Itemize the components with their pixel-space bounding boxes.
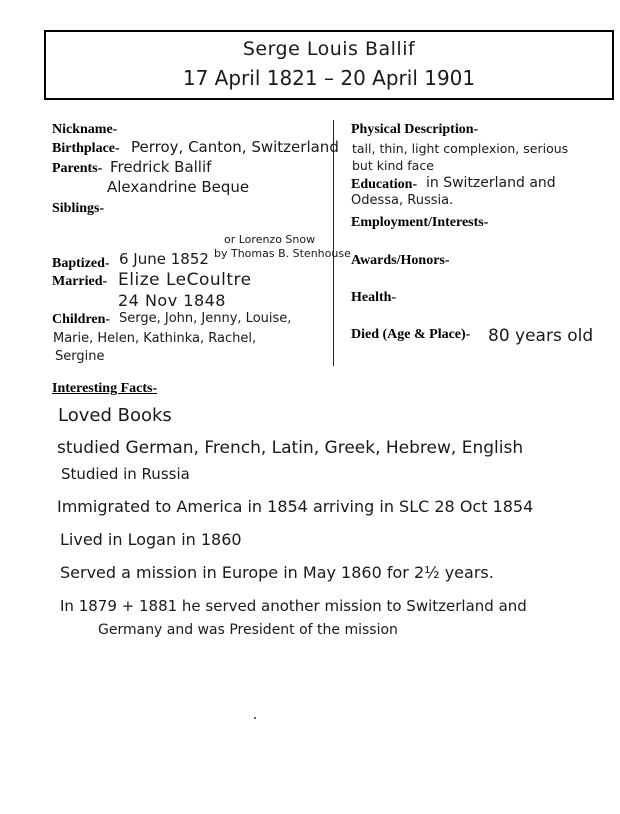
parents-label: Parents-: [52, 161, 103, 176]
fact-item: Served a mission in Europe in May 1860 for 2½ years.: [60, 563, 494, 582]
birthplace-label: Birthplace-: [52, 141, 120, 156]
physical-description-label: Physical Description-: [351, 122, 479, 137]
person-name: Serge Louis Ballif: [242, 38, 416, 60]
stray-dot: [254, 717, 256, 719]
employment-label: Employment/Interests-: [351, 215, 489, 230]
awards-label: Awards/Honors-: [351, 253, 450, 268]
baptized-note-2: by Thomas B. Stenhouse: [214, 247, 351, 260]
died-value: 80 years old: [488, 326, 594, 346]
education-line-1: in Switzerland and: [426, 175, 556, 191]
baptized-label: Baptized-: [52, 256, 110, 271]
parents-mother: Alexandrine Beque: [107, 178, 250, 196]
fact-item: studied German, French, Latin, Greek, Hebrew, English: [57, 438, 524, 458]
baptized-value: 6 June 1852: [119, 250, 209, 268]
children-label: Children-: [52, 312, 111, 327]
fact-item: Loved Books: [58, 405, 172, 426]
died-label: Died (Age & Place)-: [351, 327, 471, 342]
children-line-1: Serge, John, Jenny, Louise,: [119, 311, 292, 326]
children-line-2: Marie, Helen, Kathinka, Rachel,: [53, 331, 257, 346]
health-label: Health-: [351, 290, 397, 305]
education-line-2: Odessa, Russia.: [351, 193, 454, 208]
column-divider: [333, 120, 334, 366]
life-dates: 17 April 1821 – 20 April 1901: [182, 66, 476, 90]
education-label: Education-: [351, 177, 418, 192]
fact-item: Germany and was President of the mission: [98, 622, 398, 638]
siblings-label: Siblings-: [52, 201, 105, 216]
fact-item: Lived in Logan in 1860: [60, 530, 242, 549]
fact-item: Studied in Russia: [61, 465, 190, 483]
baptized-note-1: or Lorenzo Snow: [224, 233, 316, 246]
fact-item: In 1879 + 1881 he served another mission to Switzerland and: [60, 597, 527, 615]
title-box: [44, 30, 614, 100]
married-spouse: Elize LeCoultre: [118, 270, 252, 290]
physical-description-line-2: but kind face: [352, 158, 434, 173]
physical-description-line-1: tall, thin, light complexion, serious: [352, 141, 569, 156]
parents-father: Fredrick Ballif: [110, 158, 212, 176]
married-date: 24 Nov 1848: [118, 291, 226, 310]
children-line-3: Sergine: [55, 349, 105, 364]
nickname-label: Nickname-: [52, 122, 118, 137]
fact-item: Immigrated to America in 1854 arriving in SLC 28 Oct 1854: [57, 497, 534, 516]
married-label: Married-: [52, 274, 108, 289]
interesting-facts-label: Interesting Facts-: [52, 381, 158, 396]
birthplace-value: Perroy, Canton, Switzerland: [131, 138, 339, 156]
